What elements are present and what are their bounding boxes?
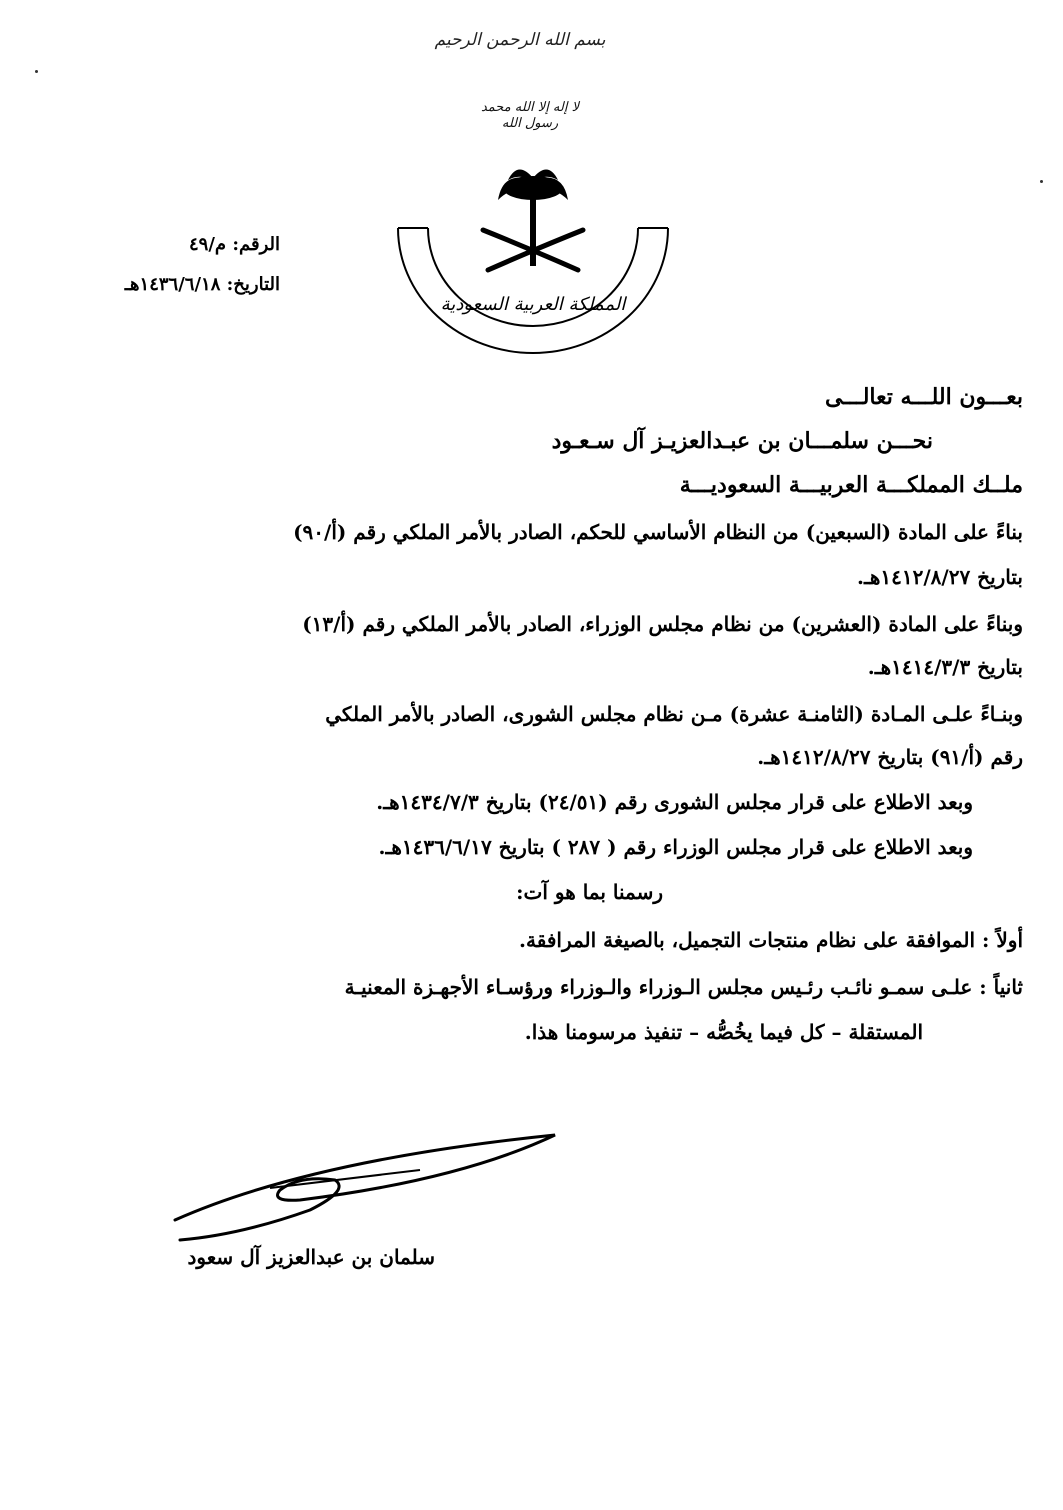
clause-second: ثانياً : علـى سمـو نائـب رئـيس مجلس الـوزراء والـوزراء ورؤسـاء الأجهـزة المعنيـة <box>344 975 1023 999</box>
signer-name: سلمان بن عبدالعزيز آل سعود <box>187 1245 435 1269</box>
opening-line: بعـــون اللـــه تعالـــى <box>825 384 1023 410</box>
preamble-line: وبعد الاطلاع على قرار مجلس الشورى رقم (٢٤/٥١) بتاريخ ١٤٣٤/٧/٣هـ. <box>376 790 973 814</box>
clause-second-continued: المستقلة – كل فيما يخُصُّه – تنفيذ مرسومنا هذا. <box>524 1020 923 1044</box>
shahada-calligraphy: لا إله إلا الله محمد رسول الله <box>480 100 580 131</box>
basmala: بسم الله الرحمن الرحيم <box>434 30 606 50</box>
preamble-line: بتاريخ ١٤١٤/٣/٣هـ. <box>867 655 1023 679</box>
preamble-line: وبناءً على المادة (العشرين) من نظام مجلس الوزراء، الصادر بالأمر الملكي رقم (أ/١٣) <box>302 612 1023 636</box>
preamble-line: وبعد الاطلاع على قرار مجلس الوزراء رقم ( ٢٨٧ ) بتاريخ ١٤٣٦/٦/١٧هـ. <box>378 835 973 859</box>
preamble-line: رقم (أ/٩١) بتاريخ ١٤١٢/٨/٢٧هـ. <box>757 745 1023 769</box>
emblem-text: المملكة العربية السعودية <box>440 294 626 315</box>
signature-icon <box>160 1120 580 1260</box>
preamble-line: وبنـاءً علـى المـادة (الثامنـة عشرة) مـن نظام مجلس الشورى، الصادر بالأمر الملكي <box>325 702 1023 726</box>
king-name-line: نحـــن سلمـــان بن عبـدالعزيـز آل سـعـود <box>551 428 933 454</box>
decree-meta <box>40 225 280 305</box>
decree-intro: رسمنا بما هو آت: <box>516 880 663 904</box>
decree-number: الرقم: م/٤٩ <box>189 234 280 255</box>
clause-first: أولاً : الموافقة على نظام منتجات التجميل، بالصيغة المرافقة. <box>519 928 1023 952</box>
saudi-emblem-icon <box>388 160 678 360</box>
scan-speck <box>35 70 38 73</box>
king-title-line: ملــك المملكـــة العربيـــة السعوديـــة <box>679 472 1023 498</box>
decree-date: التاريخ: ١٤٣٦/٦/١٨هـ <box>124 274 280 295</box>
preamble-line: بناءً على المادة (السبعين) من النظام الأساسي للحكم، الصادر بالأمر الملكي رقم (أ/٩٠) <box>293 520 1023 544</box>
preamble-line: بتاريخ ١٤١٢/٨/٢٧هـ. <box>857 565 1023 589</box>
scan-speck <box>1040 180 1043 183</box>
